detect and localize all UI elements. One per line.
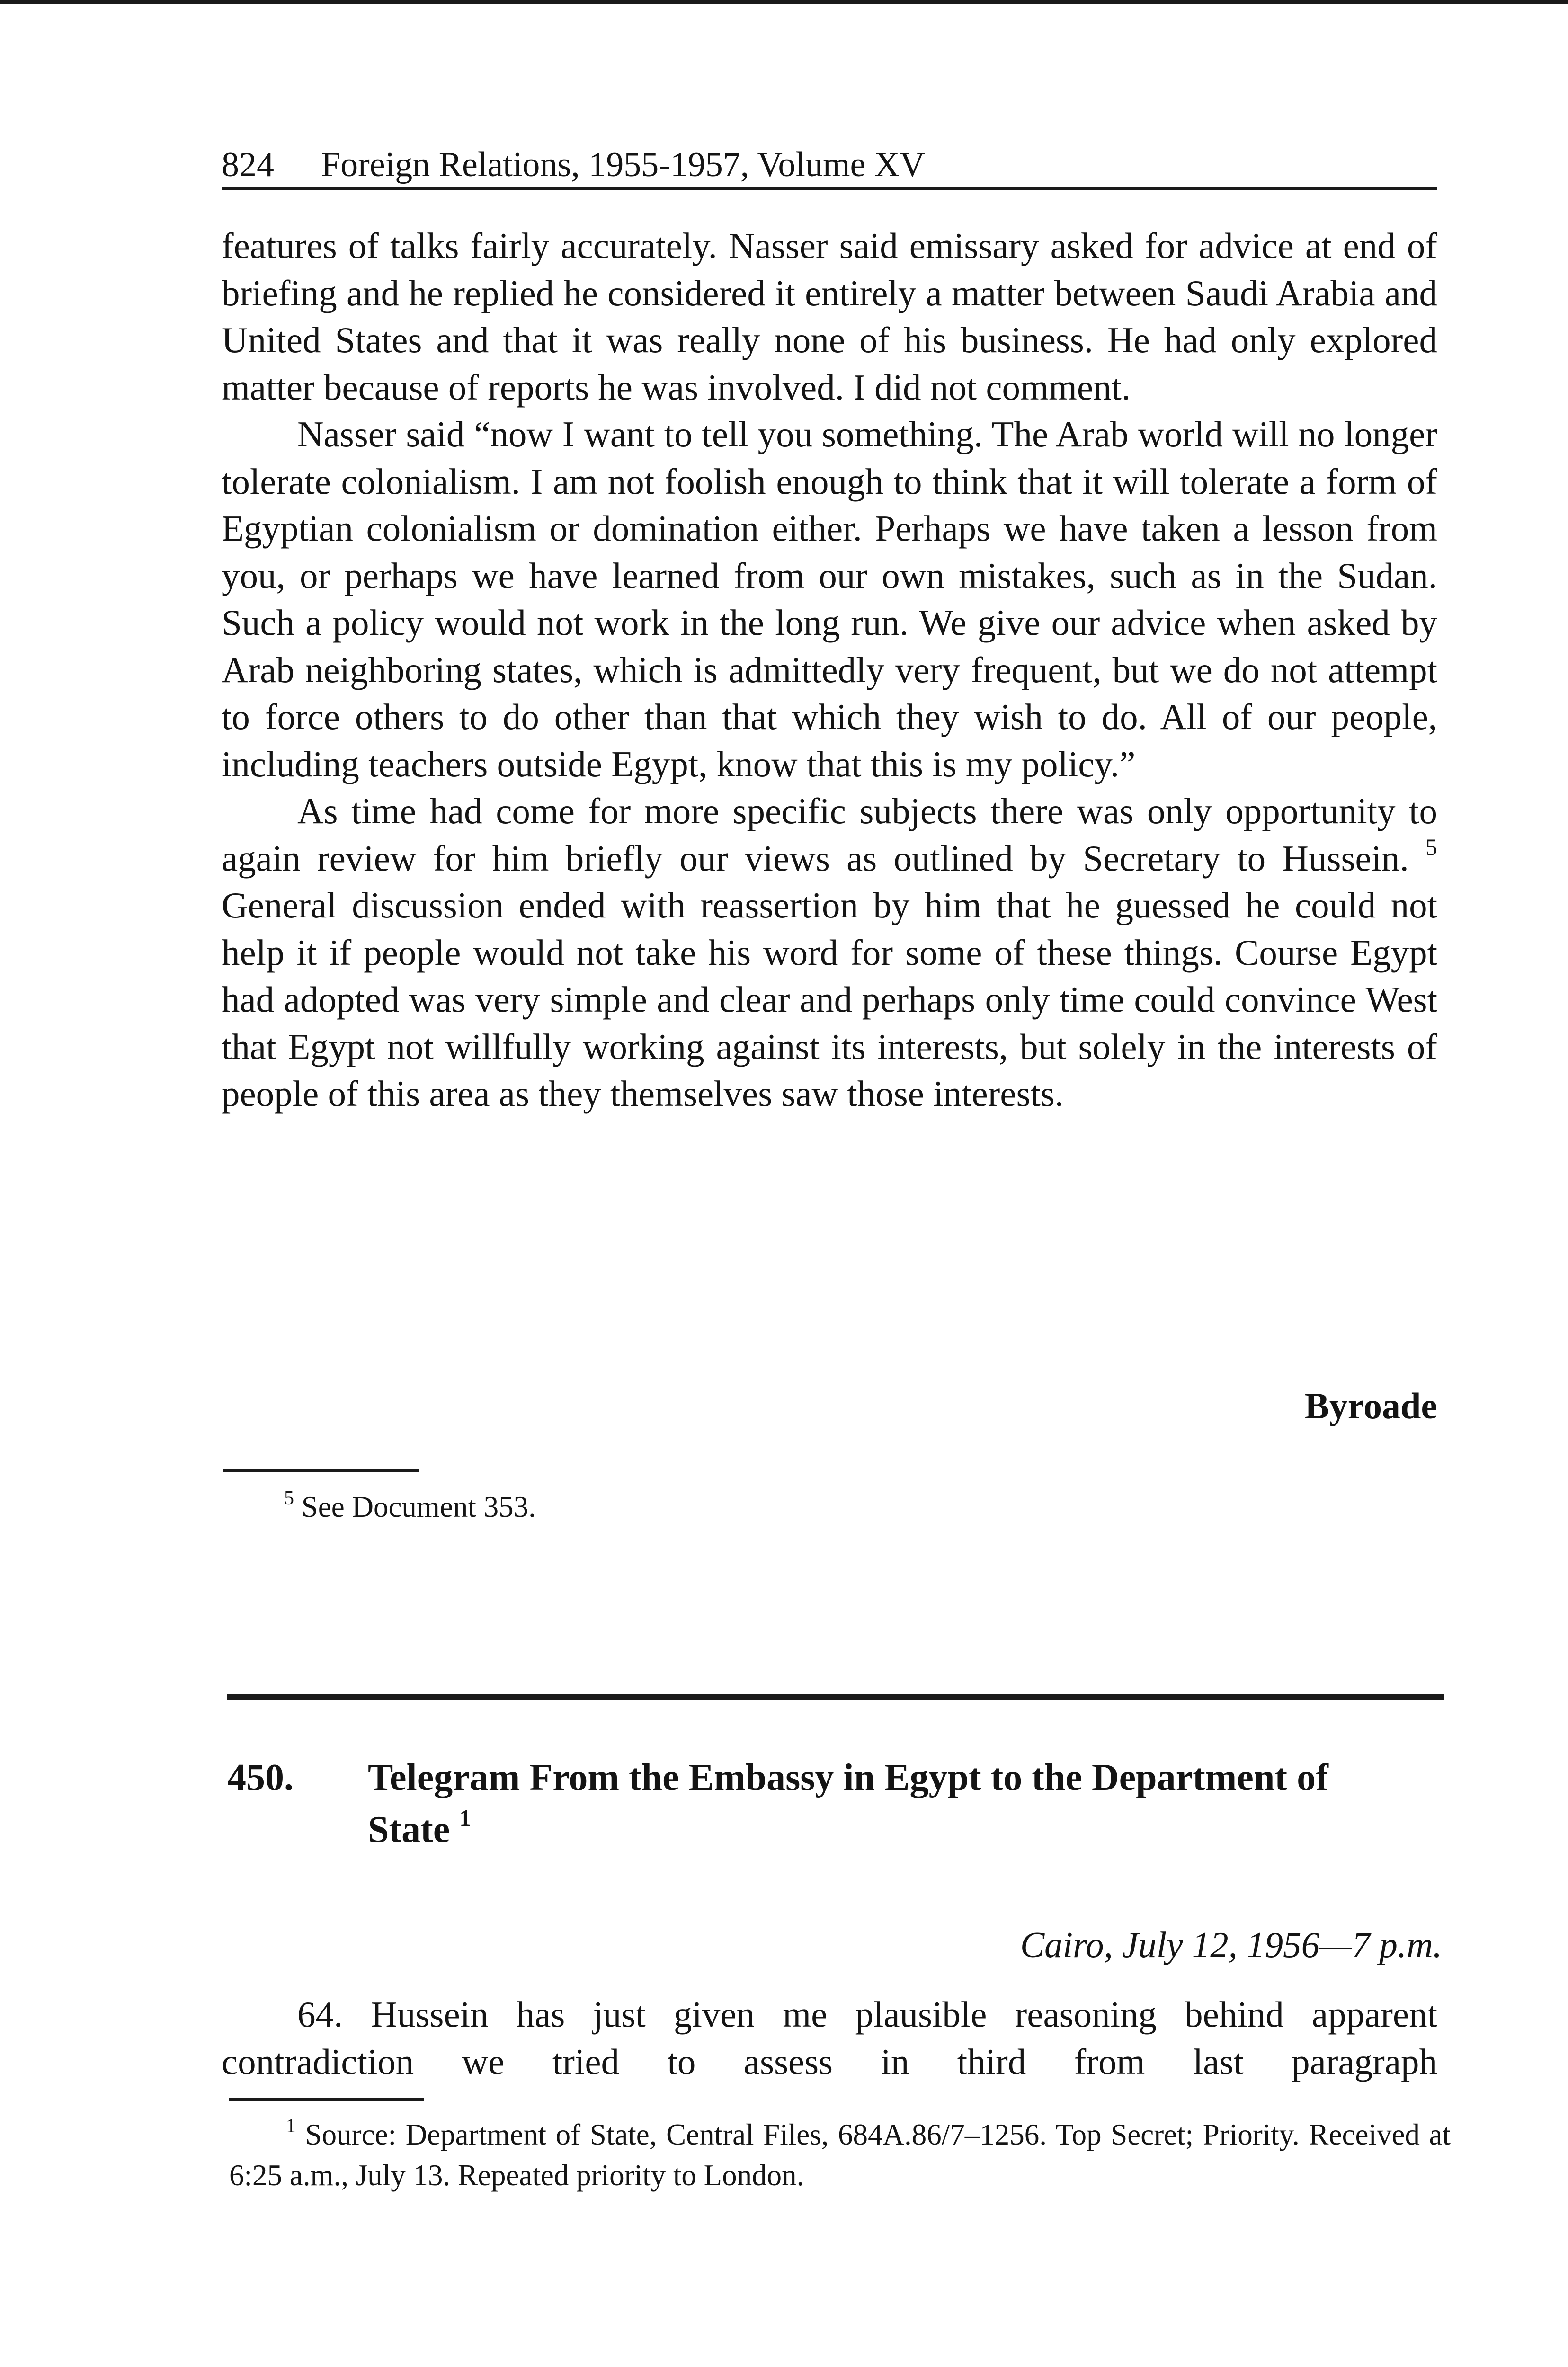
running-head-title: Foreign Relations, 1955-1957, Volume XV [321, 145, 925, 184]
footnote-5-text: See Document 353. [301, 1490, 536, 1523]
document-title [368, 1752, 1439, 1856]
footnote-5 [284, 1486, 1420, 1527]
page-number: 824 [222, 145, 274, 184]
footnote-reference-5: 5 [1425, 833, 1437, 860]
dateline: Cairo, July 12, 1956—7 p.m. [1020, 1924, 1442, 1965]
telegram-paragraph-1: 64. Hussein has just given me plausible reasoning behind apparent contradiction we tried to assess in third from last paragraph [222, 1994, 1437, 2082]
paragraph-3-after-note: General discussion ended with reassertion by him that he guessed he could not help it if people would not take his word for some of these things. Course Egypt had adopted was very simple and clear and perhaps only time could convince West that Egypt not willfully working against its interests, but solely in the interests of people of this area as they themselves saw those interests. [222, 885, 1437, 1114]
footnote-1-text: Source: Department of State, Central Files, 684A.86/7–1256. Top Secret; Priority. Received at 6:25 a.m., July 13. Repeated priority to London. [229, 2118, 1451, 2192]
document-body-text [222, 222, 1437, 1118]
footnote-rule-upper [223, 1469, 419, 1472]
footnote-rule-lower [229, 2098, 424, 2101]
body-paragraph-1: features of talks fairly accurately. Nasser said emissary asked for advice at end of briefing and he replied he considered it entirely a matter between Saudi Arabia and United States and that it was really none of his business. He had only explored matter because of reports he was involved. I did not comment. [222, 225, 1437, 408]
document-number: 450. [227, 1757, 294, 1798]
footnote-1-marker: 1 [286, 2115, 296, 2137]
paragraph-3-before-note: As time had come for more specific subjects there was only opportunity to again review for him briefly our views as outlined by Secretary to Hussein. [222, 791, 1437, 879]
footnote-reference-1: 1 [459, 1805, 472, 1832]
page-top-edge [0, 0, 1568, 4]
running-head [222, 142, 1437, 190]
signature-byroade: Byroade [1304, 1385, 1437, 1426]
body-paragraph-3 [222, 788, 1437, 1118]
footnote-5-marker: 5 [284, 1487, 294, 1509]
body-paragraph-2: Nasser said “now I want to tell you something. The Arab world will no longer tolerate colonialism. I am not foolish enough to think that it will tolerate a form of Egyptian colonialism or domination either. Perhaps we have taken a lesson from you, or perhaps we have learned from our own mistakes, such as in the Sudan. Such a policy would not work in the long run. We give our advice when asked by Arab neighboring states, which is admittedly very frequent, but we do not attempt to force others to do other than that which they wish to do. All of our people, including teachers outside Egypt, know that this is my policy.” [222, 414, 1437, 784]
document-title-text: Telegram From the Embassy in Egypt to the Department of State [368, 1757, 1328, 1851]
section-divider [227, 1694, 1444, 1700]
telegram-body-text [222, 1991, 1437, 2085]
footnote-1 [229, 2114, 1451, 2196]
